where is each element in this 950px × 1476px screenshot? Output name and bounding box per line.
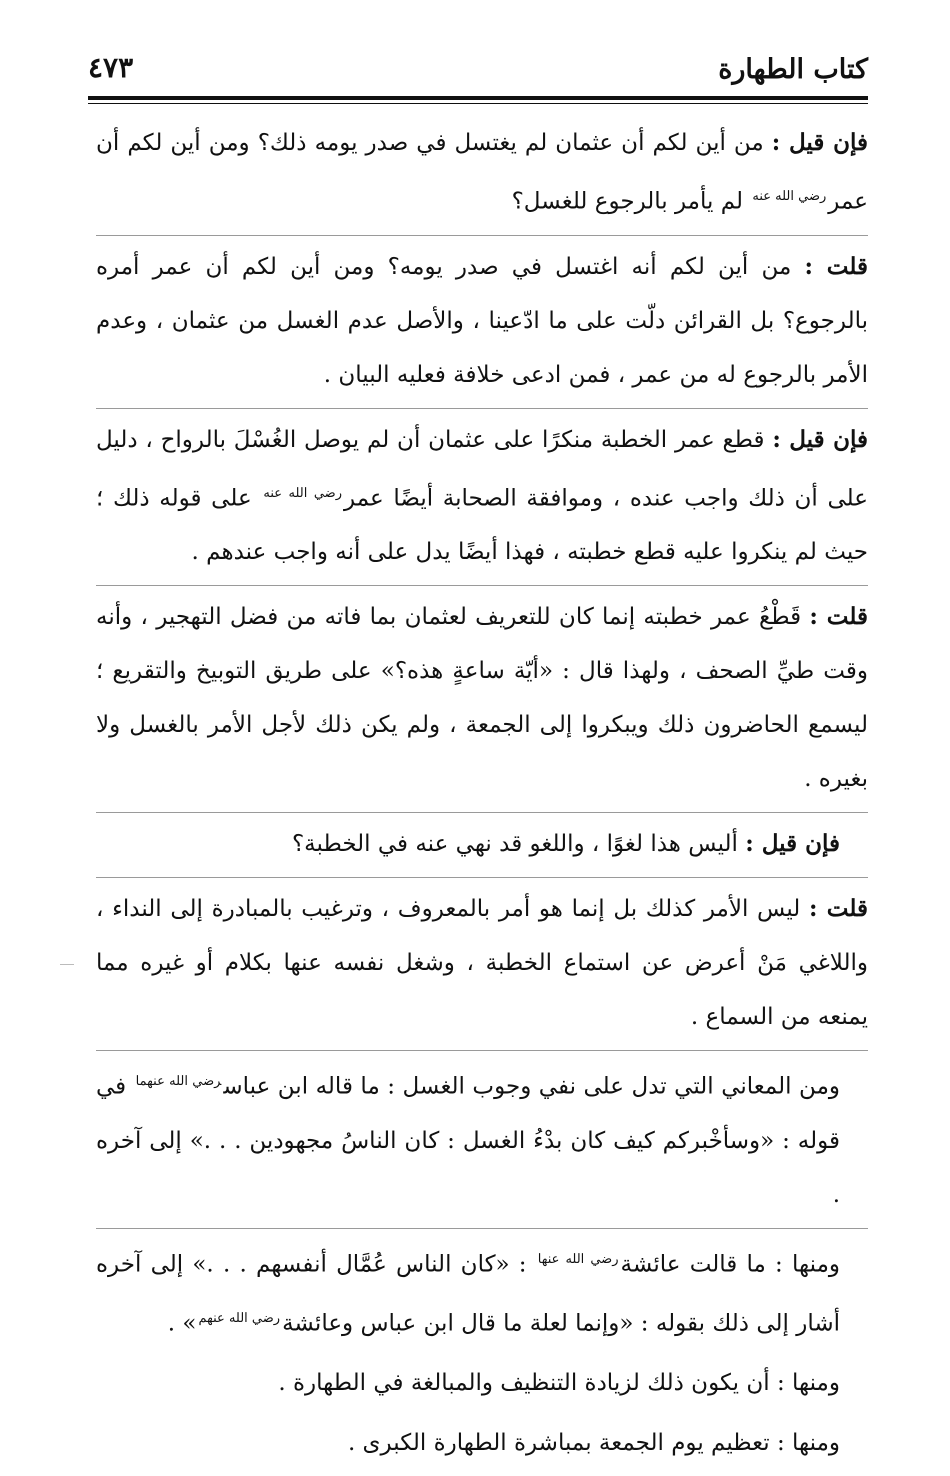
paragraph-tail: : «كان الناس عُمَّال أنفسهم . . .» إلى آخره أشار إلى ذلك بقوله : «وإنما لعلة ما قال ابن عباس وعائشة xyxy=(96,1251,840,1337)
paragraph-9 xyxy=(96,1356,868,1410)
honorific-glyph: رضي الله عنه xyxy=(263,485,342,501)
honorific-glyph: رضي الله عنهم xyxy=(198,1310,281,1326)
paragraph-tail-end: » . xyxy=(167,1310,197,1337)
honorific-glyph: رضي الله عنهما xyxy=(135,1074,222,1090)
page-header xyxy=(88,44,868,94)
paragraph-8 xyxy=(96,1228,868,1350)
paragraph-text: من أين لكم أنه اغتسل في صدر يومه؟ ومن أين لكم أن عمر أمره بالرجوع؟ بل القرائن دلّت على ما ادّعينا ، والأصل عدم الغسل من عثمان ، وعدم الأمر بالرجوع له من عمر ، فمن ادعى خلافة فعليه البيان . xyxy=(96,253,868,388)
paragraph-text: قَطْعُ عمر خطبته إنما كان للتعريف لعثمان بما فاته من فضل التهجير ، وأنه وقت طيِّ الصحف ، ولهذا قال : «أيّة ساعةٍ هذه؟» على طريق التوبيخ والتقريع ؛ ليسمع الحاضرون ذلك ويبكروا إلى الجمعة ، ولم يكن ذلك لأجل الأمر بالغسل ولا بغيره . xyxy=(96,604,868,793)
header-rule-thick xyxy=(88,96,868,100)
paragraph-6 xyxy=(96,877,868,1044)
paragraph-text: ليس الأمر كذلك بل إنما هو أمر بالمعروف ، وترغيب بالمبادرة إلى النداء ، واللاغي مَنْ أعرض عن استماع الخطبة ، وشغل نفسه عنها بكلام أو غيره مما يمنعه من السماع . xyxy=(96,896,868,1031)
honorific-glyph: رضي الله عنه xyxy=(752,189,827,204)
paragraph-text: من أين لكم أن عثمان لم يغتسل في صدر يومه ذلك؟ ومن أين لكم أن عمر xyxy=(96,130,868,215)
paragraph-1 xyxy=(96,116,868,229)
paragraph-tail: على قوله ذلك ؛ حيث لم ينكروا عليه قطع خطبته ، فهذا أيضًا يدل على أنه واجب عندهم . xyxy=(96,485,868,566)
paragraph-text: ومن المعاني التي تدل على نفي وجوب الغسل : ما قاله ابن عباس xyxy=(223,1073,840,1100)
paragraph-3 xyxy=(96,408,868,580)
paragraph-4 xyxy=(96,585,868,806)
paragraph-text: ومنها : ما قالت عائشة xyxy=(620,1251,840,1278)
paragraph-10 xyxy=(96,1416,868,1470)
paragraph-tail: في قوله : «وسأخْبركم كيف كان بدْءُ الغسل : كان الناسُ مجهودين . . .» إلى آخره . xyxy=(96,1073,840,1208)
body-text xyxy=(96,116,868,1476)
paragraph-lead: فإن قيل : xyxy=(771,129,868,156)
page-number: ٤٧٣ xyxy=(88,51,134,84)
paragraph-lead: قلت : xyxy=(804,252,868,280)
paragraph-text: ومنها : أن يكون ذلك لزيادة التنظيف والمبالغة في الطهارة . xyxy=(278,1370,840,1397)
paragraph-5 xyxy=(96,812,868,871)
paragraph-7 xyxy=(96,1050,868,1222)
header-rule-thin xyxy=(88,103,868,104)
paragraph-lead: فإن قيل : xyxy=(772,425,868,453)
paragraph-text: ومنها : تعظيم يوم الجمعة بمباشرة الطهارة الكبرى . xyxy=(347,1430,840,1457)
margin-mark xyxy=(60,964,74,965)
paragraph-lead: قلت : xyxy=(809,603,868,631)
paragraph-tail: لم يأمر بالرجوع للغسل؟ xyxy=(511,188,751,215)
paragraph-text: قطع عمر الخطبة منكرًا على عثمان أن لم يوصل الغُسْلَ بالرواح ، دليل على أن ذلك واجب عنده ، وموافقة الصحابة أيضًا عمر xyxy=(96,426,869,512)
chapter-title: كتاب الطهارة xyxy=(718,54,868,85)
paragraph-lead: فإن قيل : xyxy=(745,830,840,858)
paragraph-text: أليس هذا لغوًا ، واللغو قد نهي عنه في الخطبة؟ xyxy=(291,831,746,858)
honorific-glyph: رضي الله عنها xyxy=(537,1251,619,1267)
paragraph-2 xyxy=(96,235,868,402)
paragraph-lead: قلت : xyxy=(808,895,868,923)
